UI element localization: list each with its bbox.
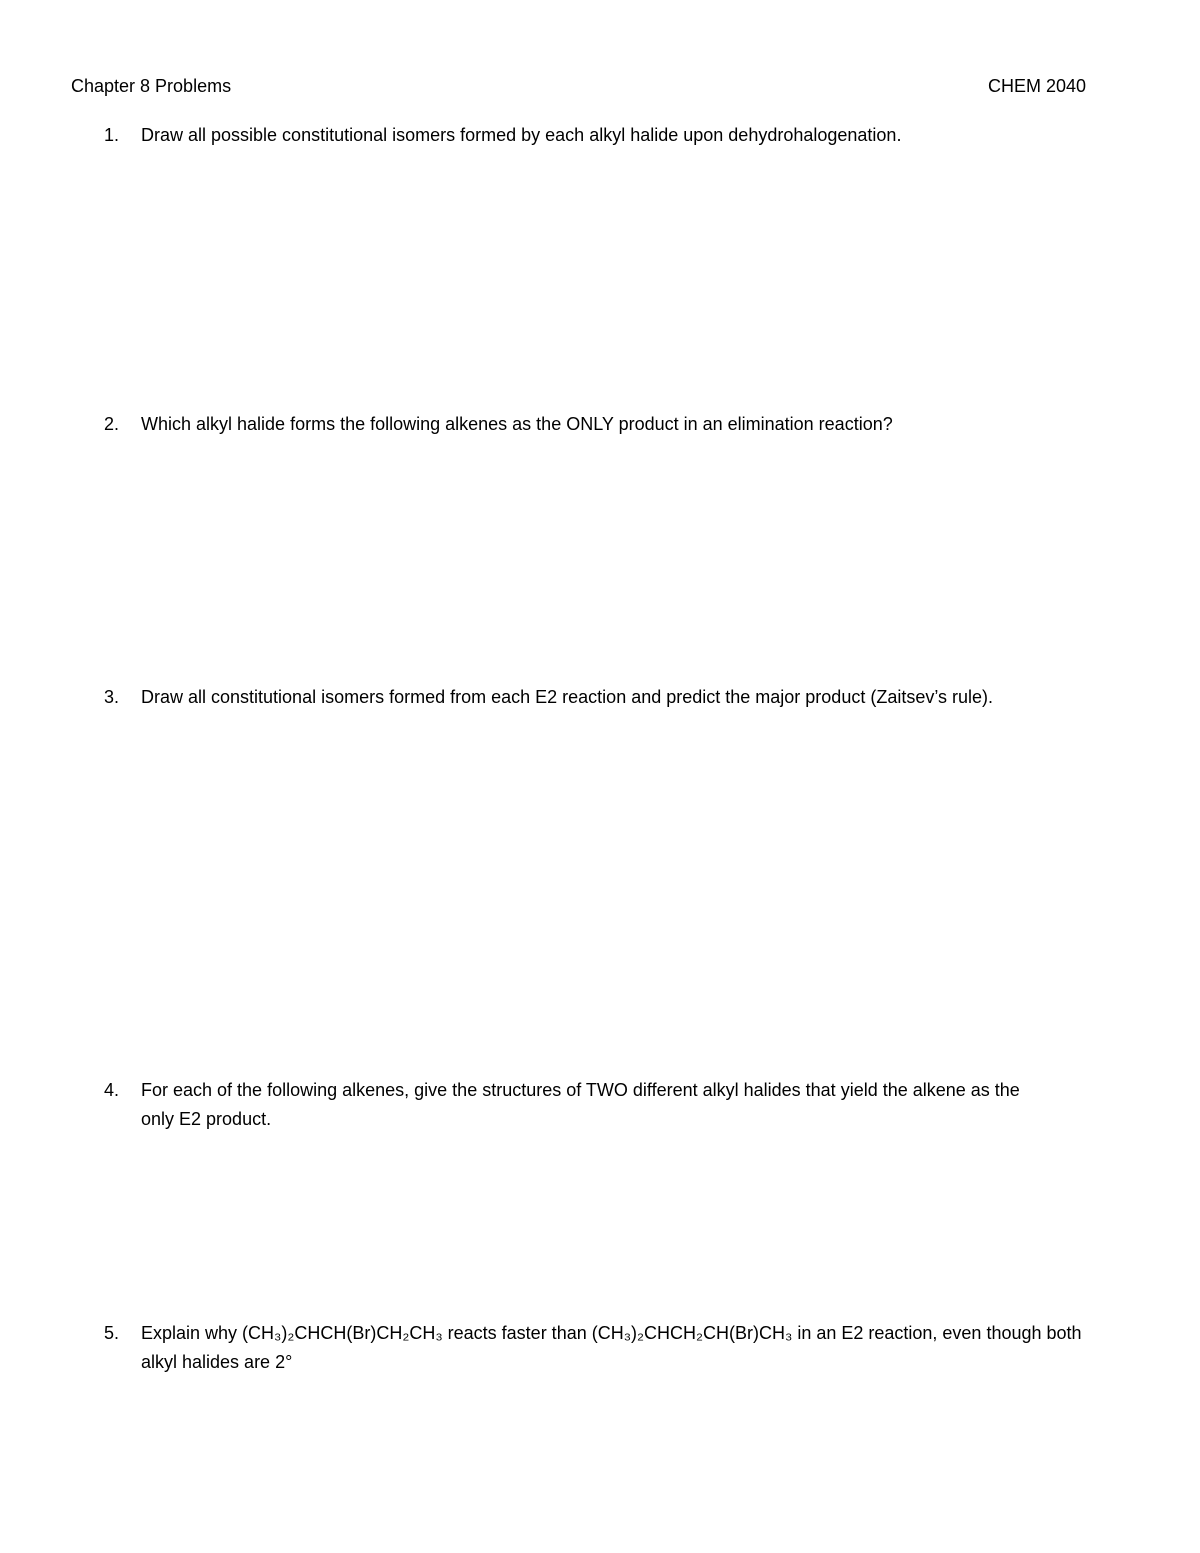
question-text: [141, 1319, 1134, 1377]
header-course-code: CHEM 2040: [988, 76, 1087, 96]
question-text: [141, 683, 1134, 712]
question-1: [104, 121, 1134, 150]
question-text-line: only E2 product.: [141, 1109, 272, 1129]
question-text-line: Explain why (CH₃)₂CHCH(Br)CH₂CH₃ reacts faster than (CH₃)₂CHCH₂CH(Br)CH₃ in an E2 reaction, even though both: [141, 1323, 1082, 1343]
question-number: 5.: [104, 1323, 120, 1343]
question-4: [104, 1076, 1134, 1134]
question-text-line: Draw all possible constitutional isomers formed by each alkyl halide upon dehydrohalogenation.: [141, 125, 902, 145]
question-number: 3.: [104, 687, 120, 707]
question-number: 1.: [104, 125, 120, 145]
question-2: [104, 410, 1134, 439]
question-text-line: Draw all constitutional isomers formed from each E2 reaction and predict the major product (Zaitsev’s rule).: [141, 687, 994, 707]
question-number: 2.: [104, 414, 120, 434]
question-text-line: Which alkyl halide forms the following alkenes as the ONLY product in an elimination reaction?: [141, 414, 893, 434]
question-number: 4.: [104, 1080, 120, 1100]
question-3: [104, 683, 1134, 712]
question-text: [141, 121, 1134, 150]
question-text-line: For each of the following alkenes, give the structures of TWO different alkyl halides that yield the alkene as the: [141, 1080, 1020, 1100]
question-5: [104, 1319, 1134, 1377]
question-text-line: alkyl halides are 2°: [141, 1352, 293, 1372]
header-chapter-title: Chapter 8 Problems: [71, 76, 232, 96]
question-text: [141, 1076, 1134, 1134]
question-text: [141, 410, 1134, 439]
